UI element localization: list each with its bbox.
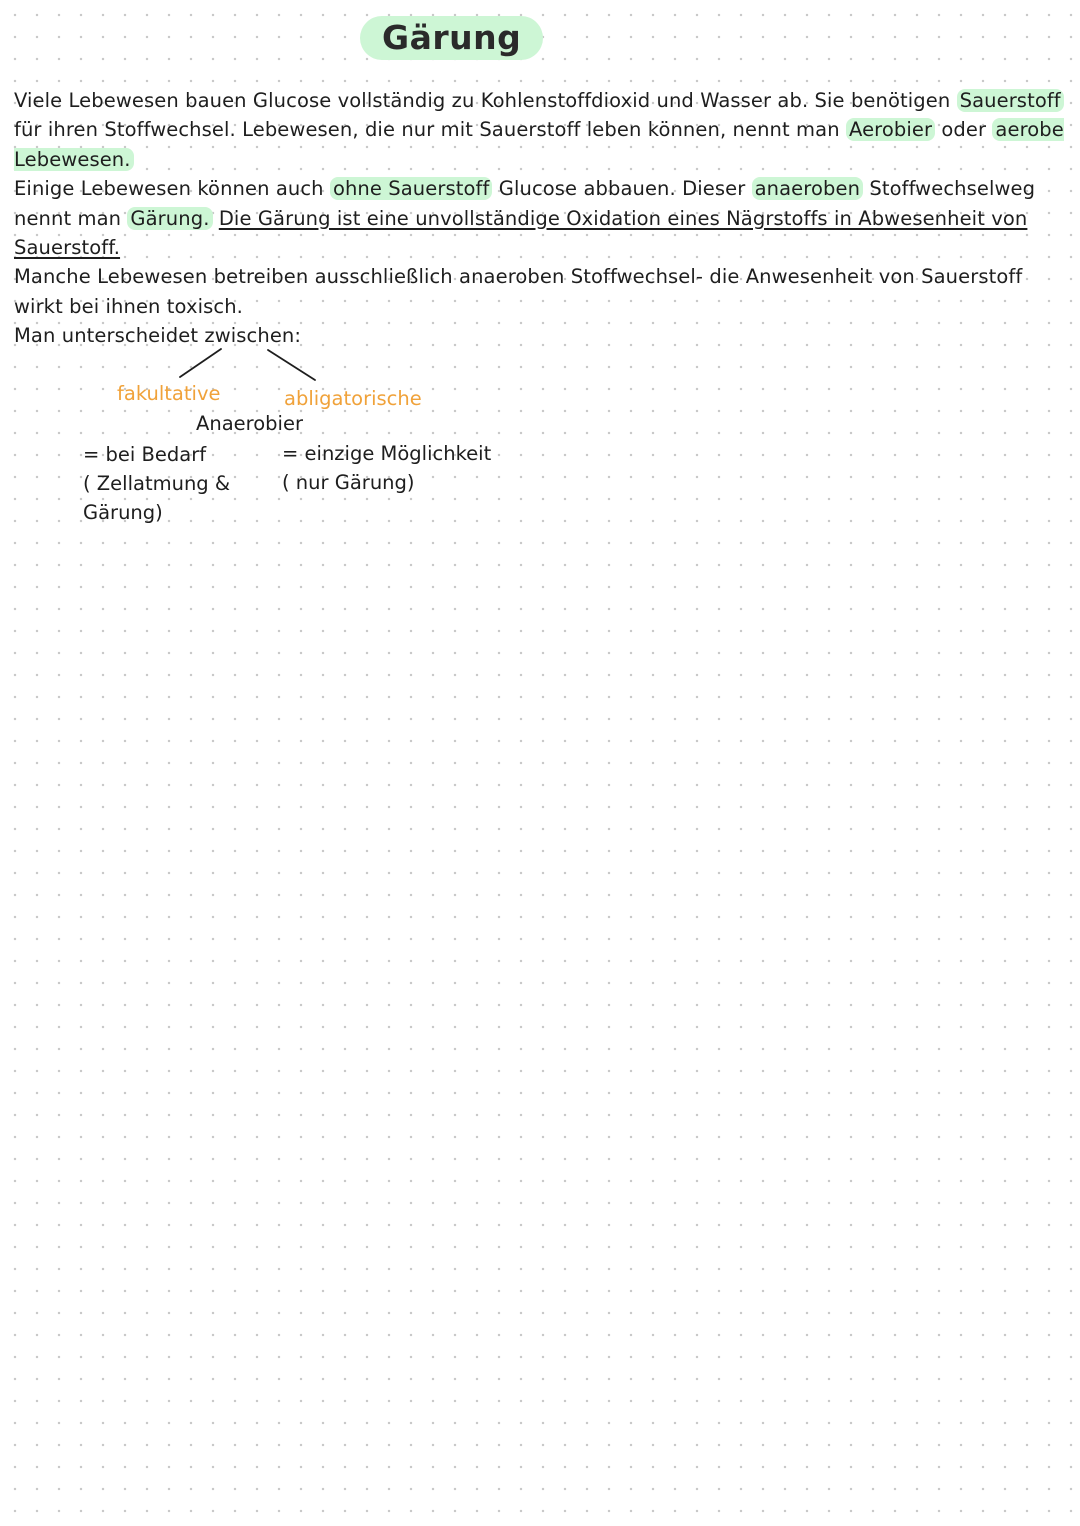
fakultative-desc-1: = bei Bedarf — [83, 443, 207, 466]
text-segment: Einige Lebewesen können auch — [14, 177, 330, 201]
obligatorische-desc-2: ( nur Gärung) — [282, 471, 415, 494]
text-segment: Viele Lebewesen bauen Glucose vollständig zu Kohlenstoffdioxid und Wasser ab. Sie benötigen — [14, 89, 957, 112]
text-segment: oder — [935, 118, 993, 142]
paragraph-aerobier — [14, 86, 1064, 174]
highlight-aerobier: Aerobier — [846, 118, 935, 141]
fakultative-desc-2: ( Zellatmung & — [83, 472, 231, 495]
paragraph-gaerung — [14, 174, 1064, 262]
text-segment: Stoffwechselweg nennt man — [14, 177, 1036, 230]
highlight-aerobe-lebewesen: aerobe Lebewesen. — [14, 118, 1064, 171]
label-fakultative: fakultative — [117, 382, 221, 405]
branch-line-right — [268, 350, 315, 380]
paragraph-anaerob: Manche Lebewesen betreiben ausschließlich anaeroben Stoffwechsel- die Anwesenheit von Sauerstoff wirkt bei ihnen toxisch. — [14, 265, 1023, 318]
text-segment: Glucose abbauen. Dieser — [492, 177, 752, 201]
branch-line-left — [180, 349, 221, 377]
label-anaerobier: Anaerobier — [196, 412, 303, 435]
page-title: Gärung — [360, 16, 543, 60]
highlight-gaerung: Gärung. — [127, 207, 212, 230]
obligatorische-desc-1: = einzige Möglichkeit — [282, 442, 492, 465]
paragraph-unterscheidung: Man unterscheidet zwischen: — [14, 324, 302, 348]
text-segment: für ihren Stoffwechsel. Lebewesen, die nur mit Sauerstoff leben können, nennt man — [14, 118, 846, 142]
fakultative-desc-3: Gärung) — [83, 501, 163, 524]
highlight-anaeroben: anaeroben — [752, 177, 863, 200]
body-text — [14, 86, 1064, 351]
definition-underlined: Die Gärung ist eine unvollständige Oxidation eines Nägrstoffs in Abwesenheit von Sauerstoff. — [14, 206, 1028, 260]
highlight-sauerstoff: Sauerstoff — [957, 89, 1064, 112]
highlight-ohne-sauerstoff: ohne Sauerstoff — [330, 177, 493, 200]
label-obligatorische: abligatorische — [284, 387, 422, 410]
